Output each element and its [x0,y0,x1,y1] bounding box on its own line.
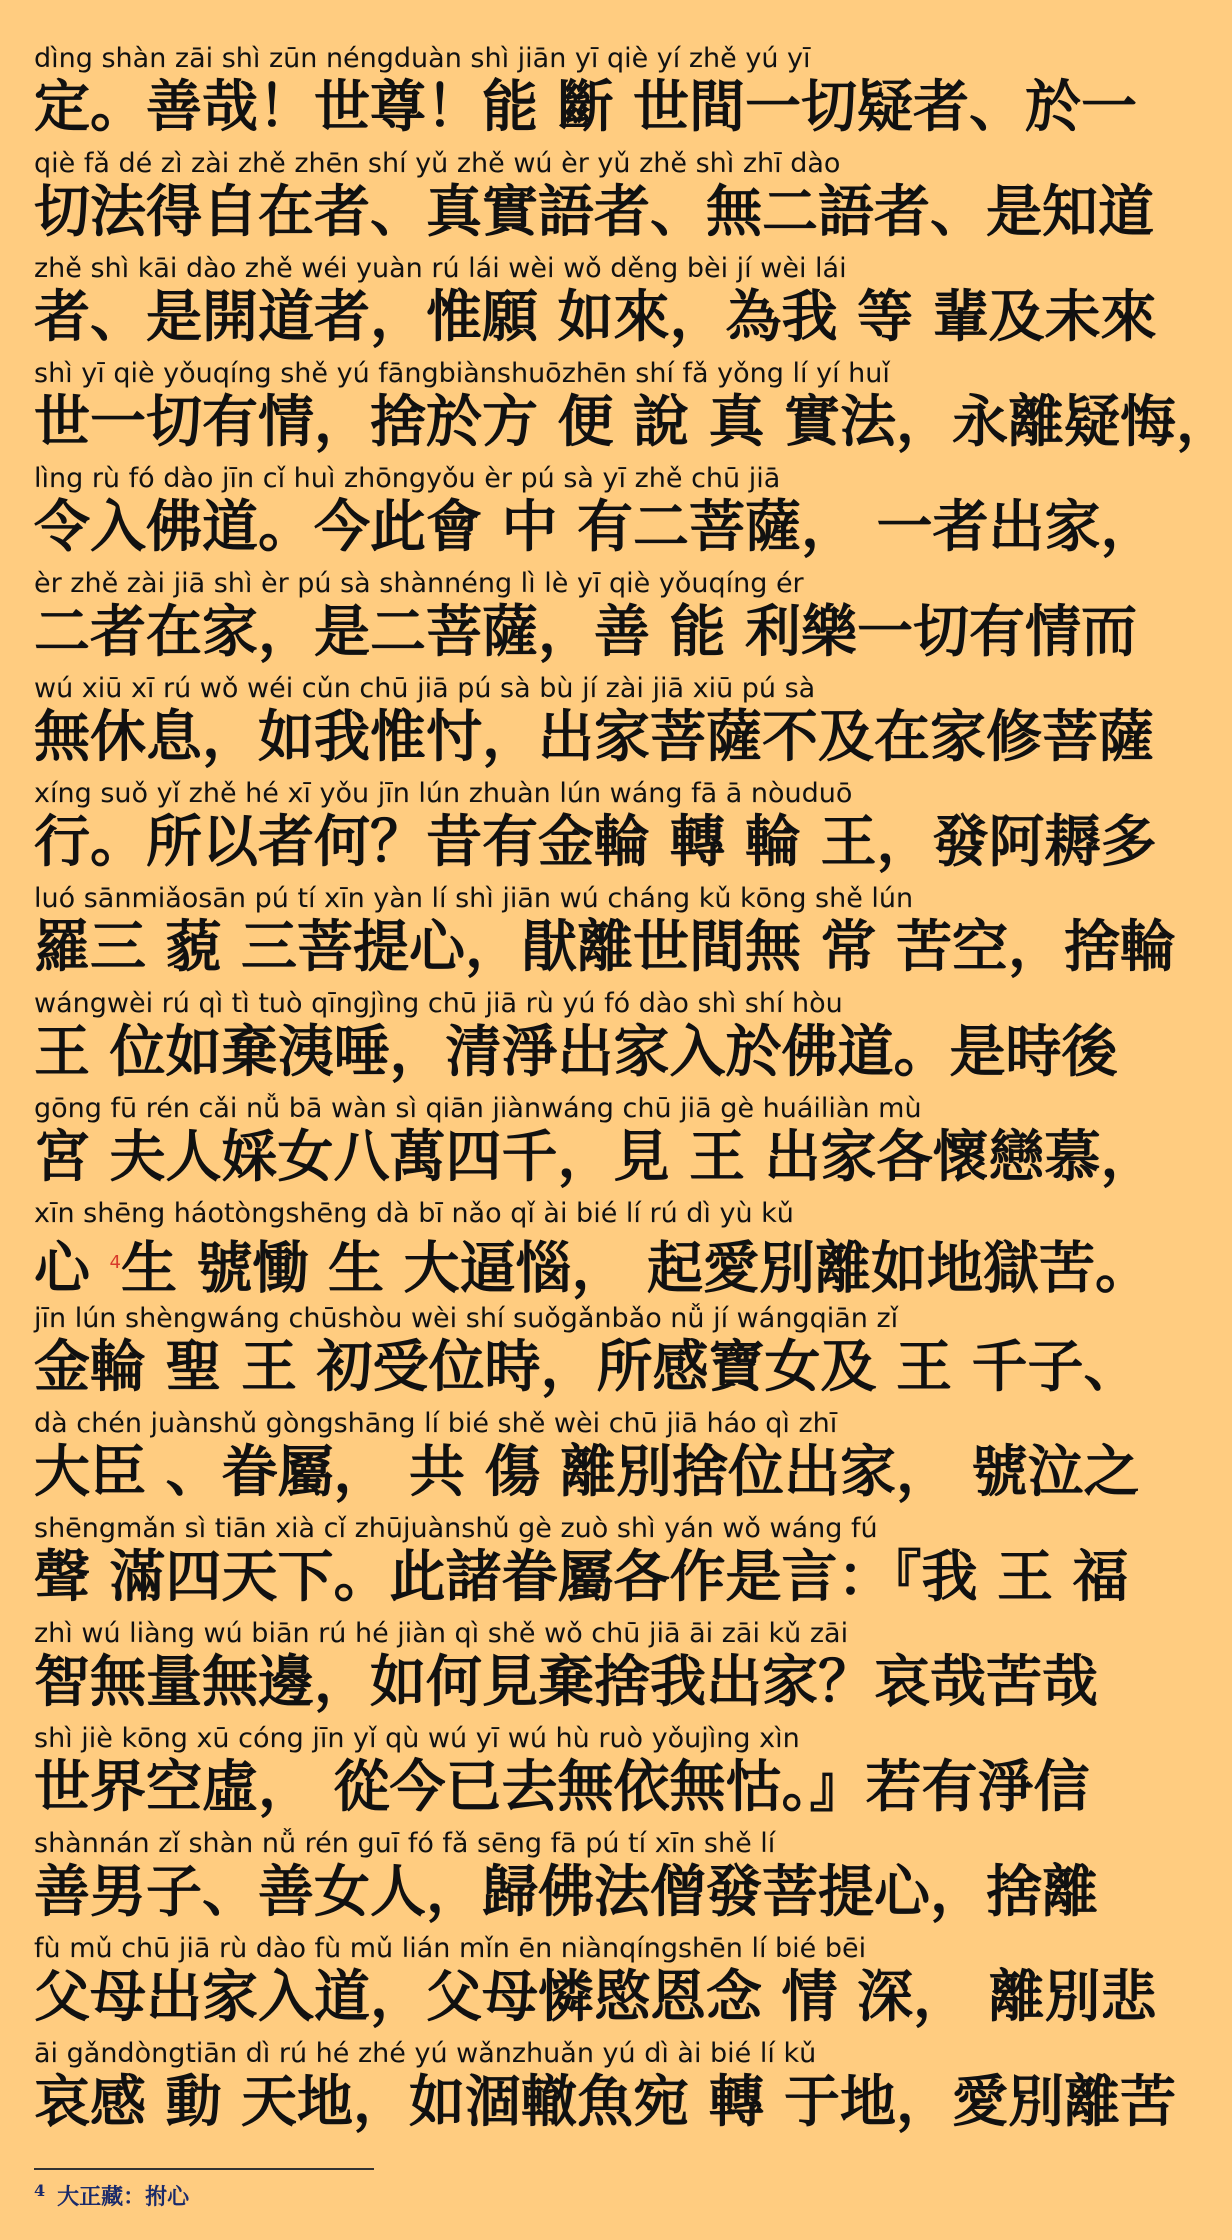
chinese-text [34,1231,1151,1302]
pinyin-annotation: qiè fǎ dé zì zài zhě zhēn shí yǔ zhě wú èr yǔ zhě shì zhī dào [34,148,841,179]
text-line [34,567,1137,672]
footnote-marker[interactable]: 4 [109,1252,121,1273]
text-line [34,1722,1090,1827]
chinese-text: 大臣 、眷屬， 共 傷 離別捨位出家， 號泣之 [34,1440,1140,1505]
text-line [34,1302,1140,1407]
text-line [34,672,1154,777]
chinese-text: 金輪 聖 王 初受位時，所感寶女及 王 千子、 [34,1335,1140,1400]
text-line [34,2037,1176,2142]
chinese-text-segment: 心 [34,1236,110,1302]
pinyin-annotation: gōng fū rén cǎi nǚ bā wàn sì qiān jiànwáng chū jiā gè huáiliàn mù [34,1093,922,1124]
text-line [34,462,1157,567]
chinese-text: 羅三 藐 三菩提心，猒離世間無 常 苦空，捨輪 [34,915,1176,980]
footnote-divider [34,2168,374,2170]
pinyin-annotation: wángwèi rú qì tì tuò qīngjìng chū jiā rù yú fó dào shì shí hòu [34,988,843,1019]
text-line [34,1512,1129,1617]
chinese-text: 二者在家，是二菩薩，善 能 利樂一切有情而 [34,600,1137,665]
text-line [34,1617,1098,1722]
pinyin-annotation: shì jiè kōng xū cóng jīn yǐ qù wú yī wú hù ruò yǒujìng xìn [34,1723,800,1754]
text-line [34,1827,1098,1932]
text-line [34,777,1157,882]
text-line [34,1407,1140,1512]
text-line [34,882,1176,987]
pinyin-annotation: shì yī qiè yǒuqíng shě yú fāngbiànshuōzhēn shí fǎ yǒng lí yí huǐ [34,358,890,389]
text-line [34,42,1137,147]
footnote-text: 大正藏：拊心 [57,2184,190,2210]
pinyin-annotation: dà chén juànshǔ gòngshāng lí bié shě wèi chū jiā háo qì zhī [34,1408,838,1439]
chinese-text: 宮 夫人婇女八萬四千，見 王 出家各懷戀慕， [34,1125,1157,1190]
chinese-text: 父母出家入道，父母憐愍恩念 情 深， 離別悲 [34,1965,1157,2030]
chinese-text: 定。善哉！世尊！能 斷 世間一切疑者、於一 [34,75,1137,140]
chinese-text: 行。所以者何？昔有金輪 轉 輪 王，發阿耨多 [34,810,1157,875]
pinyin-annotation: wú xiū xī rú wǒ wéi cǔn chū jiā pú sà bù jí zài jiā xiū pú sà [34,673,816,704]
text-line [34,987,1118,1092]
chinese-text-segment: 生 號慟 生 大逼惱， 起愛別離如地獄苦。 [120,1236,1151,1302]
chinese-text: 哀感 動 天地，如涸轍魚宛 轉 于地，愛別離苦 [34,2070,1176,2135]
chinese-text: 善男子、善女人，歸佛法僧發菩提心，捨離 [34,1860,1098,1925]
footnote [34,2180,189,2211]
pinyin-annotation: jīn lún shèngwáng chūshòu wèi shí suǒgǎnbǎo nǚ jí wángqiān zǐ [34,1303,899,1334]
pinyin-annotation: dìng shàn zāi shì zūn néngduàn shì jiān yī qiè yí zhě yú yī [34,43,811,74]
pinyin-annotation: fù mǔ chū jiā rù dào fù mǔ lián mǐn ēn niànqíngshēn lí bié bēi [34,1933,867,1964]
pinyin-annotation: āi gǎndòngtiān dì rú hé zhé yú wǎnzhuǎn yú dì ài bié lí kǔ [34,2038,817,2069]
pinyin-annotation: shànnán zǐ shàn nǚ rén guī fó fǎ sēng fā pú tí xīn shě lí [34,1828,776,1859]
pinyin-annotation: luó sānmiǎosān pú tí xīn yàn lí shì jiān wú cháng kǔ kōng shě lún [34,883,914,914]
chinese-text: 王 位如棄洟唾，清淨出家入於佛道。是時後 [34,1020,1118,1085]
chinese-text: 無休息，如我惟忖，出家菩薩不及在家修菩薩 [34,705,1154,770]
pinyin-text-body [34,42,1232,2142]
chinese-text: 者、是開道者，惟願 如來，為我 等 輩及未來 [34,285,1157,350]
chinese-text: 智無量無邊，如何見棄捨我出家？哀哉苦哉 [34,1650,1098,1715]
pinyin-annotation: zhì wú liàng wú biān rú hé jiàn qì shě wǒ chū jiā āi zāi kǔ zāi [34,1618,849,1649]
pinyin-annotation: èr zhě zài jiā shì èr pú sà shànnéng lì lè yī qiè yǒuqíng ér [34,568,804,599]
pinyin-annotation: lìng rù fó dào jīn cǐ huì zhōngyǒu èr pú sà yī zhě chū jiā [34,463,781,494]
chinese-text: 聲 滿四天下。此諸眷屬各作是言：『我 王 福 [34,1545,1129,1610]
text-line [34,1197,1151,1302]
pinyin-annotation: zhě shì kāi dào zhě wéi yuàn rú lái wèi wǒ děng bèi jí wèi lái [34,253,847,284]
text-line [34,357,1232,462]
pinyin-annotation: xíng suǒ yǐ zhě hé xī yǒu jīn lún zhuàn lún wáng fā ā nòuduō [34,778,853,809]
text-line [34,1092,1157,1197]
chinese-text: 切法得自在者、真實語者、無二語者、是知道 [34,180,1154,245]
pinyin-annotation: shēngmǎn sì tiān xià cǐ zhūjuànshǔ gè zuò shì yán wǒ wáng fú [34,1513,878,1544]
text-line [34,252,1157,357]
chinese-text: 世一切有情，捨於方 便 說 真 實法，永離疑悔， [34,390,1232,455]
pinyin-annotation: xīn shēng háotòngshēng dà bī nǎo qǐ ài bié lí rú dì yù kǔ [34,1198,794,1229]
text-line [34,1932,1157,2037]
footnote-number: 4 [34,2180,46,2200]
chinese-text: 令入佛道。今此會 中 有二菩薩， 一者出家， [34,495,1157,560]
chinese-text: 世界空虛， 從今已去無依無怙。』若有淨信 [34,1755,1090,1820]
text-line [34,147,1154,252]
